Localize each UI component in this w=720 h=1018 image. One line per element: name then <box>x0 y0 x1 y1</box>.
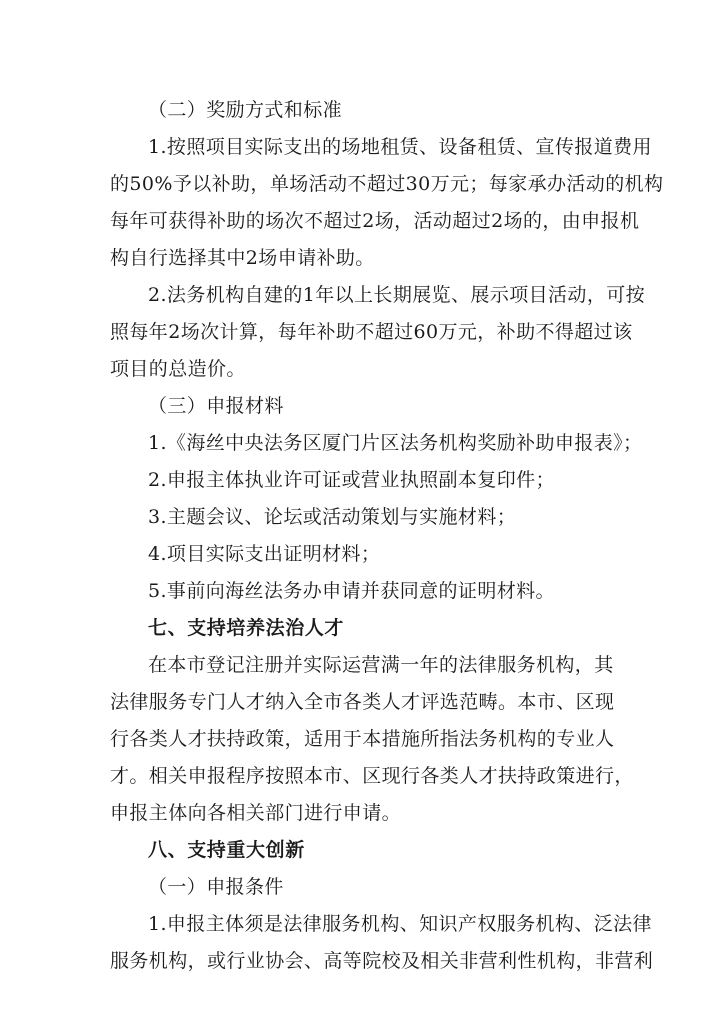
item-1-line-1: 1.按照项目实际支出的场地租赁、设备租赁、宣传报道费用 <box>148 136 652 158</box>
item-1-line-4: 构自行选择其中2场申请补助。 <box>110 247 375 269</box>
material-item: 1.《海丝中央法务区厦门片区法务机构奖励补助申报表》； <box>148 432 643 454</box>
item-2-line-1: 2.法务机构自建的1年以上长期展览、展示项目活动，可按 <box>148 284 646 306</box>
section-7-title: 七、支持培养法治人才 <box>148 617 345 639</box>
material-item: 5.事前向海丝法务办申请并获同意的证明材料。 <box>148 580 555 602</box>
section-8-title: 八、支持重大创新 <box>148 839 305 861</box>
material-item: 3.主题会议、论坛或活动策划与实施材料； <box>148 506 517 528</box>
heading-rewards: （二）奖励方式和标准 <box>148 99 343 121</box>
section-7-line: 才。相关申报程序按照本市、区现行各类人才扶持政策进行， <box>110 765 634 787</box>
section-7-line: 行各类人才扶持政策，适用于本措施所指法务机构的专业人 <box>110 728 615 750</box>
section-8-subheading: （一）申报条件 <box>148 876 284 898</box>
section-8-line: 1.申报主体须是法律服务机构、知识产权服务机构、泛法律 <box>148 913 652 935</box>
item-1-line-3: 每年可获得补助的场次不超过2场，活动超过2场的，由申报机 <box>110 210 640 232</box>
material-item: 2.申报主体执业许可证或营业执照副本复印件； <box>148 469 555 491</box>
material-item: 4.项目实际支出证明材料； <box>148 543 381 565</box>
item-1-line-2: 的50%予以补助，单场活动不超过30万元；每家承办活动的机构 <box>110 173 664 195</box>
section-7-line: 法律服务专门人才纳入全市各类人才评选范畴。本市、区现 <box>110 691 615 713</box>
heading-materials: （三）申报材料 <box>148 395 284 417</box>
item-2-line-2: 照每年2场次计算，每年补助不超过60万元，补助不得超过该 <box>110 321 633 343</box>
section-7-line: 申报主体向各相关部门进行申请。 <box>110 802 402 824</box>
item-2-line-3: 项目的总造价。 <box>110 358 246 380</box>
section-8-line: 服务机构，或行业协会、高等院校及相关非营利性机构，非营利 <box>110 950 654 972</box>
section-7-line: 在本市登记注册并实际运营满一年的法律服务机构，其 <box>148 654 614 676</box>
